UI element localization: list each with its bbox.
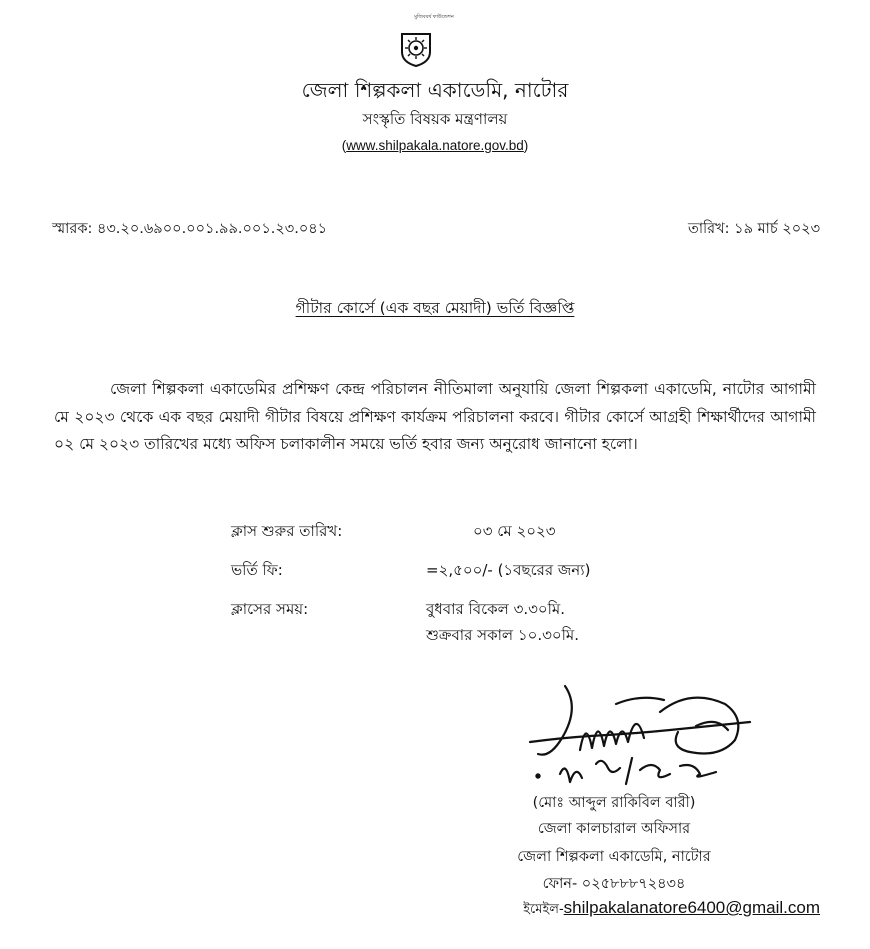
website-paren-open: (: [341, 138, 347, 153]
organization-name: জেলা শিল্পকলা একাডেমি, নাটোর: [301, 78, 569, 102]
signatory-phone: ফোন- ০২৫৮৮৮৭২৪৩৪: [542, 876, 686, 892]
class-time-wednesday: বুধবার বিকেল ৩.৩০মি.: [426, 600, 565, 618]
class-time-label: ক্লাসের সময়:: [231, 600, 309, 618]
memo-reference: স্মারক: ৪৩.২০.৬৯০০.০০১.৯৯.০০১.২৩.০৪১: [52, 221, 328, 237]
signatory-designation: জেলা কালচারাল অফিসার: [537, 821, 691, 837]
class-start-label: ক্লাস শুরুর তারিখ:: [231, 522, 343, 540]
academy-emblem-icon: [396, 28, 436, 68]
email-link[interactable]: shilpakalanatore6400@gmail.com: [563, 898, 820, 917]
admission-fee-value: =২,৫০০/- (১বছরের জন্য): [426, 561, 591, 579]
memo-date: তারিখ: ১৯ মার্চ ২০২৩: [687, 221, 820, 237]
admission-fee-label: ভর্তি ফি:: [231, 561, 283, 579]
notice-subject: [0, 296, 870, 322]
notice-body: জেলা শিল্পকলা একাডেমির প্রশিক্ষণ কেন্দ্র পরিচালন নীতিমালা অনুযায়ি জেলা শিল্পকলা একাডেমি, নাটোর আগামী মে ২০২৩ থেকে এক বছর মেয়াদী গীটার বিষয়ে প্রশিক্ষণ কার্যক্রম পরিচালনা করবে। গীটার কোর্সে আগ্রহী শিক্ষার্থীদের আগামী ০২ মে ২০২৩ তারিখের মধ্যে অফিস চলাকালীন সময়ে ভর্তি হবার জন্য অনুরোধ জানানো হলো।: [54, 380, 816, 453]
website-paren-close: ): [523, 138, 529, 153]
website-line: [0, 138, 870, 153]
class-time-friday: শুক্রবার সকাল ১০.৩০মি.: [426, 626, 580, 644]
ministry-name: সংস্কৃতি বিষয়ক মন্ত্রণালয়: [362, 110, 508, 128]
handwritten-signature-icon: [520, 678, 770, 798]
class-start-value: ০৩ মে ২০২৩: [473, 522, 556, 540]
subject-text: গীটার কোর্সে (এক বছর মেয়াদী) ভর্তি বিজ্ঞপ্তি: [295, 299, 575, 317]
signatory-office: জেলা শিল্পকলা একাডেমি, নাটোর: [517, 849, 711, 865]
signature-date: ১৯/০৩/২৩: [520, 678, 525, 679]
email-label: ইমেইল-: [523, 902, 564, 917]
signatory-email-line: [440, 898, 820, 921]
signatory-name: (মোঃ আব্দুল রাকিবিল বারী): [532, 795, 696, 811]
header-tagline: মুজিববর্ষ ফাউন্ডেশন: [414, 14, 454, 20]
website-link[interactable]: www.shilpakala.natore.gov.bd: [346, 138, 524, 153]
